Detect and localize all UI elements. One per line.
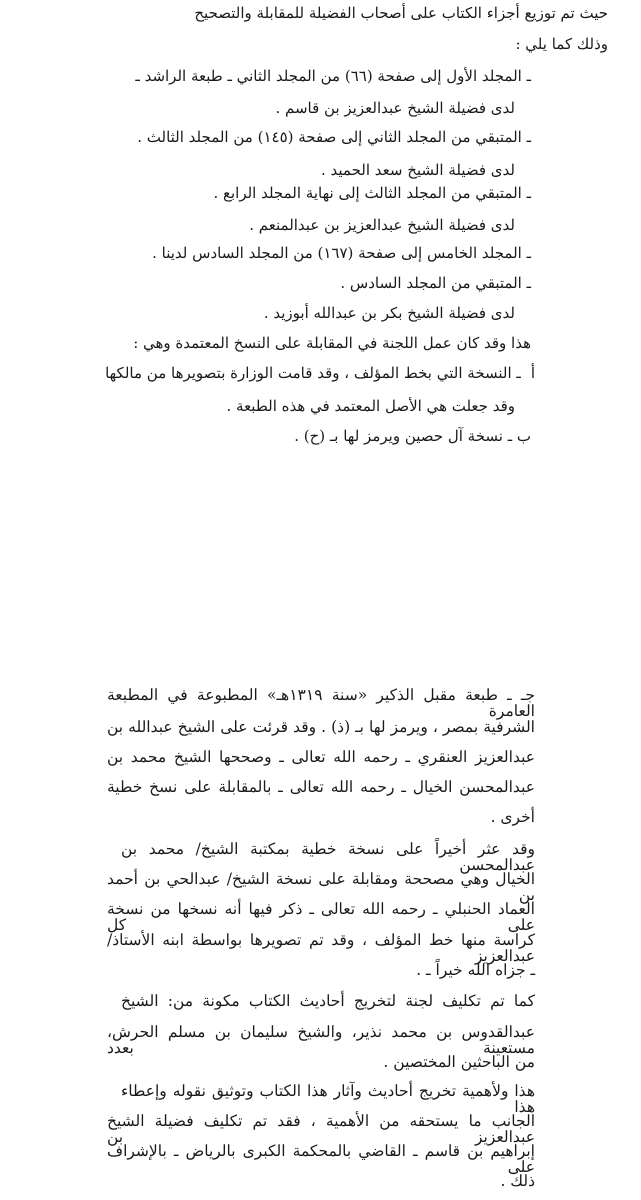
paragraph-line: عبدالقدوس بن محمد نذير، والشيخ سليمان بن مسلم الحرش، مستعينة بعدد xyxy=(107,1023,535,1057)
copy-a-label: أ xyxy=(530,364,535,382)
paragraph-line: عبدالعزيز العنقري ـ رحمه الله تعالى ـ وصححها الشيخ محمد بن xyxy=(107,748,535,766)
list-item: ـ المتبقي من المجلد الثالث إلى نهاية المجلد الرابع . xyxy=(213,184,531,202)
paragraph-line: ذلك . xyxy=(500,1172,535,1190)
copy-a xyxy=(105,366,535,381)
paragraph-line: أخرى . xyxy=(490,808,535,826)
paragraph-line: إبراهيم بن قاسم ـ القاضي بالمحكمة الكبرى بالرياض ـ بالإشراف على xyxy=(107,1142,535,1176)
paragraph-line: جـ ـ طبعة مقبل الذكير «سنة ١٣١٩هـ» المطبوعة في المطبعة العامرة xyxy=(107,686,535,720)
paragraph-line: من الباحثين المختصين . xyxy=(383,1053,535,1071)
paragraph-line: العماد الحنبلي ـ رحمه الله تعالى ـ ذكر فيها أنه نسخها من نسخة على كل xyxy=(107,900,535,934)
list-item: لدى فضيلة الشيخ بكر بن عبدالله أبوزيد . xyxy=(263,304,515,322)
intro-line: وذلك كما يلي : xyxy=(515,35,608,53)
list-item: ـ المتبقي من المجلد السادس . xyxy=(340,274,531,292)
paragraph-line: عبدالمحسن الخيال ـ رحمه الله تعالى ـ بالمقابلة على نسخ خطية xyxy=(107,778,535,796)
list-item: ـ المتبقي من المجلد الثاني إلى صفحة (١٤٥) من المجلد الثالث . xyxy=(137,128,531,146)
list-item: لدى فضيلة الشيخ عبدالعزيز بن عبدالمنعم . xyxy=(249,216,515,234)
copy-b: ب ـ نسخة آل حصين ويرمز لها بـ (ح) . xyxy=(294,427,531,445)
paragraph-line: الجانب ما يستحقه من الأهمية ، فقد تم تكليف فضيلة الشيخ عبدالعزيز بن xyxy=(107,1112,535,1146)
paragraph-line: كراسة منها خط المؤلف ، وقد تم تصويرها بواسطة ابنه الأستاذ/ عبدالعزيز xyxy=(107,931,535,965)
paragraph-line: ـ جزاه الله خيراً ـ . xyxy=(416,961,535,979)
paragraph-line: هذا ولأهمية تخريج أحاديث وآثار هذا الكتاب وتوثيق نقوله وإعطاء هذا xyxy=(121,1082,535,1116)
list-item: ـ المجلد الخامس إلى صفحة (١٦٧) من المجلد السادس لدينا . xyxy=(152,244,531,262)
list-item: لدى فضيلة الشيخ سعد الحميد . xyxy=(320,161,515,179)
list-item: لدى فضيلة الشيخ عبدالعزيز بن قاسم . xyxy=(275,99,515,117)
copy-a-continuation: وقد جعلت هي الأصل المعتمد في هذه الطبعة . xyxy=(226,397,515,415)
committee-intro: هذا وقد كان عمل اللجنة في المقابلة على النسخ المعتمدة وهي : xyxy=(133,334,531,352)
paragraph-line: الشرفية بمصر ، ويرمز لها بـ (ذ) . وقد قرئت على الشيخ عبدالله بن xyxy=(107,718,535,736)
paragraph-line: كما تم تكليف لجنة لتخريج أحاديث الكتاب مكونة من: الشيخ xyxy=(121,992,535,1010)
intro-line: حيث تم توزيع أجزاء الكتاب على أصحاب الفضيلة للمقابلة والتصحيح xyxy=(194,4,608,22)
paragraph-line: وقد عثر أخيراً على نسخة خطية بمكتبة الشيخ/ محمد بن عبدالمحسن xyxy=(121,840,535,874)
paragraph-line: الخيال وهي مصححة ومقابلة على نسخة الشيخ/ عبدالحي بن أحمد بن xyxy=(107,870,535,904)
list-item: ـ المجلد الأول إلى صفحة (٦٦) من المجلد الثاني ـ طبعة الراشد ـ xyxy=(135,67,531,85)
copy-a-text: ـ النسخة التي بخط المؤلف ، وقد قامت الوزارة بتصويرها من مالكها xyxy=(105,364,521,382)
